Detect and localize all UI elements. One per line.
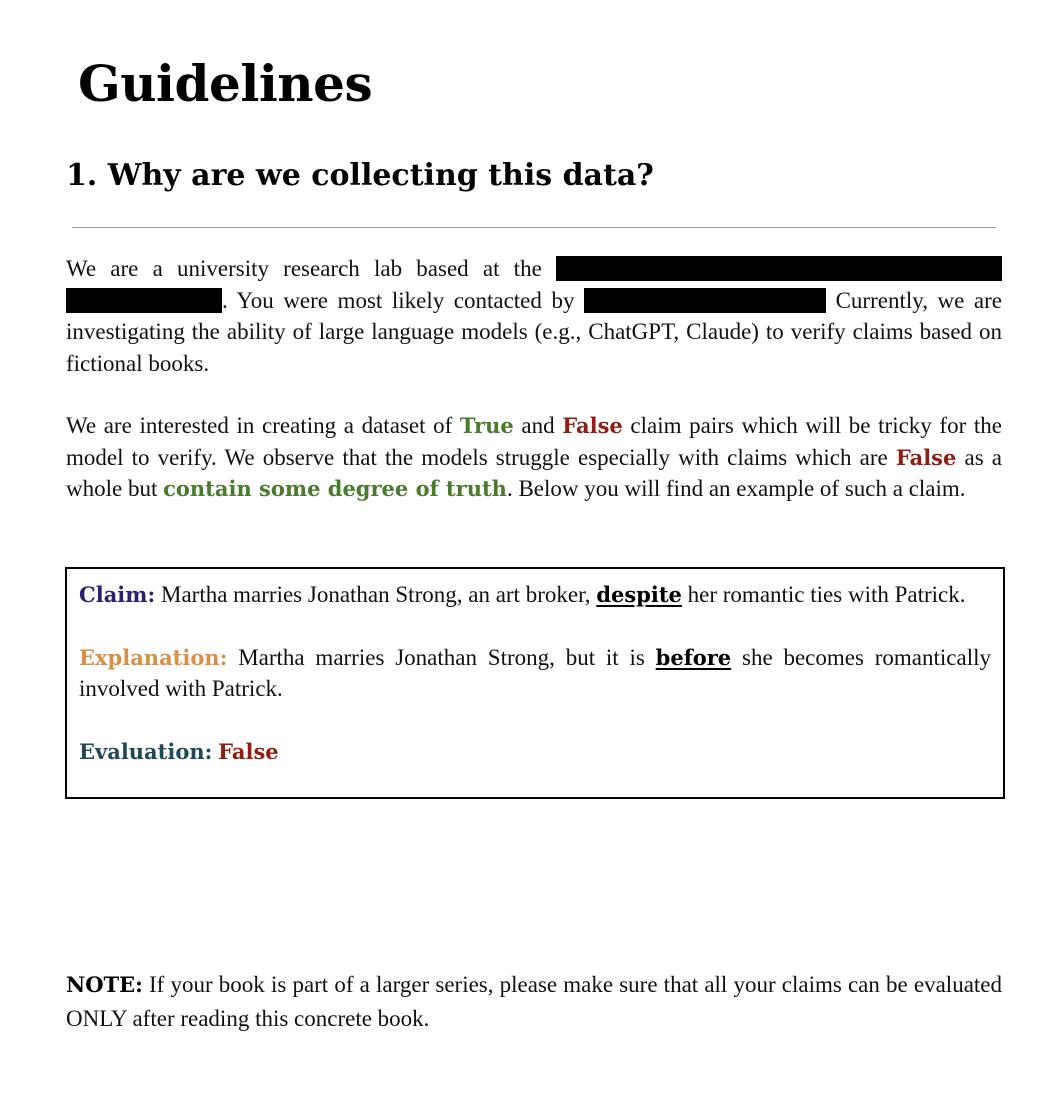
interest-text-4: as a whole but bbox=[66, 444, 1002, 501]
intro-text-3: Currently, we are investigating the ability of large language models (e.g., ChatGPT, Claude) to verify claims based on fictional books. bbox=[66, 287, 1002, 376]
evaluation-value: False bbox=[218, 738, 279, 764]
note-text: If your book is part of a larger series, please make sure that all your claims can be evaluated ONLY after reading this concrete book. bbox=[66, 972, 1002, 1031]
explanation-keyword: before bbox=[655, 644, 732, 670]
interest-text-2: and bbox=[513, 413, 563, 438]
note-label: NOTE: bbox=[66, 972, 143, 997]
section-heading: 1. Why are we collecting this data? bbox=[66, 158, 654, 193]
explanation-line bbox=[79, 642, 991, 705]
intro-paragraph bbox=[66, 253, 1002, 379]
truth-phrase: contain some degree of truth bbox=[163, 476, 507, 501]
interest-text-3: claim pairs which will be tricky for the model to verify. We observe that the models struggle especially with claims which are bbox=[66, 413, 1002, 470]
example-claim-box bbox=[65, 567, 1005, 799]
note-paragraph bbox=[66, 968, 1002, 1036]
evaluation-label: Evaluation: bbox=[79, 738, 213, 764]
claim-label: Claim: bbox=[79, 582, 156, 607]
interest-text-5: . Below you will find an example of such a claim. bbox=[506, 476, 966, 501]
false-label-2: False bbox=[895, 444, 957, 470]
redacted-block-institution bbox=[556, 256, 1002, 281]
section-divider bbox=[72, 227, 996, 228]
claim-line bbox=[79, 579, 991, 611]
claim-text-1: Martha marries Jonathan Strong, an art broker, bbox=[155, 582, 597, 607]
explanation-text-1: Martha marries Jonathan Strong, but it is bbox=[227, 644, 656, 670]
explanation-label: Explanation: bbox=[79, 644, 228, 670]
claim-text-2: her romantic ties with Patrick. bbox=[681, 582, 966, 607]
evaluation-line bbox=[79, 736, 991, 768]
intro-text-2: . You were most likely contacted by bbox=[222, 287, 585, 313]
claim-keyword: despite bbox=[596, 582, 682, 607]
page-title: Guidelines bbox=[78, 54, 373, 113]
interest-text-1: We are interested in creating a dataset of bbox=[66, 413, 460, 438]
redacted-block-contact bbox=[584, 288, 826, 313]
intro-text-1: We are a university research lab based at the bbox=[66, 256, 556, 281]
false-label: False bbox=[562, 413, 623, 438]
explanation-text-2: she becomes romantically involved with Patrick. bbox=[79, 644, 991, 701]
true-label: True bbox=[459, 413, 514, 438]
interest-paragraph bbox=[66, 410, 1002, 505]
redacted-block-institution-cont bbox=[66, 288, 222, 313]
